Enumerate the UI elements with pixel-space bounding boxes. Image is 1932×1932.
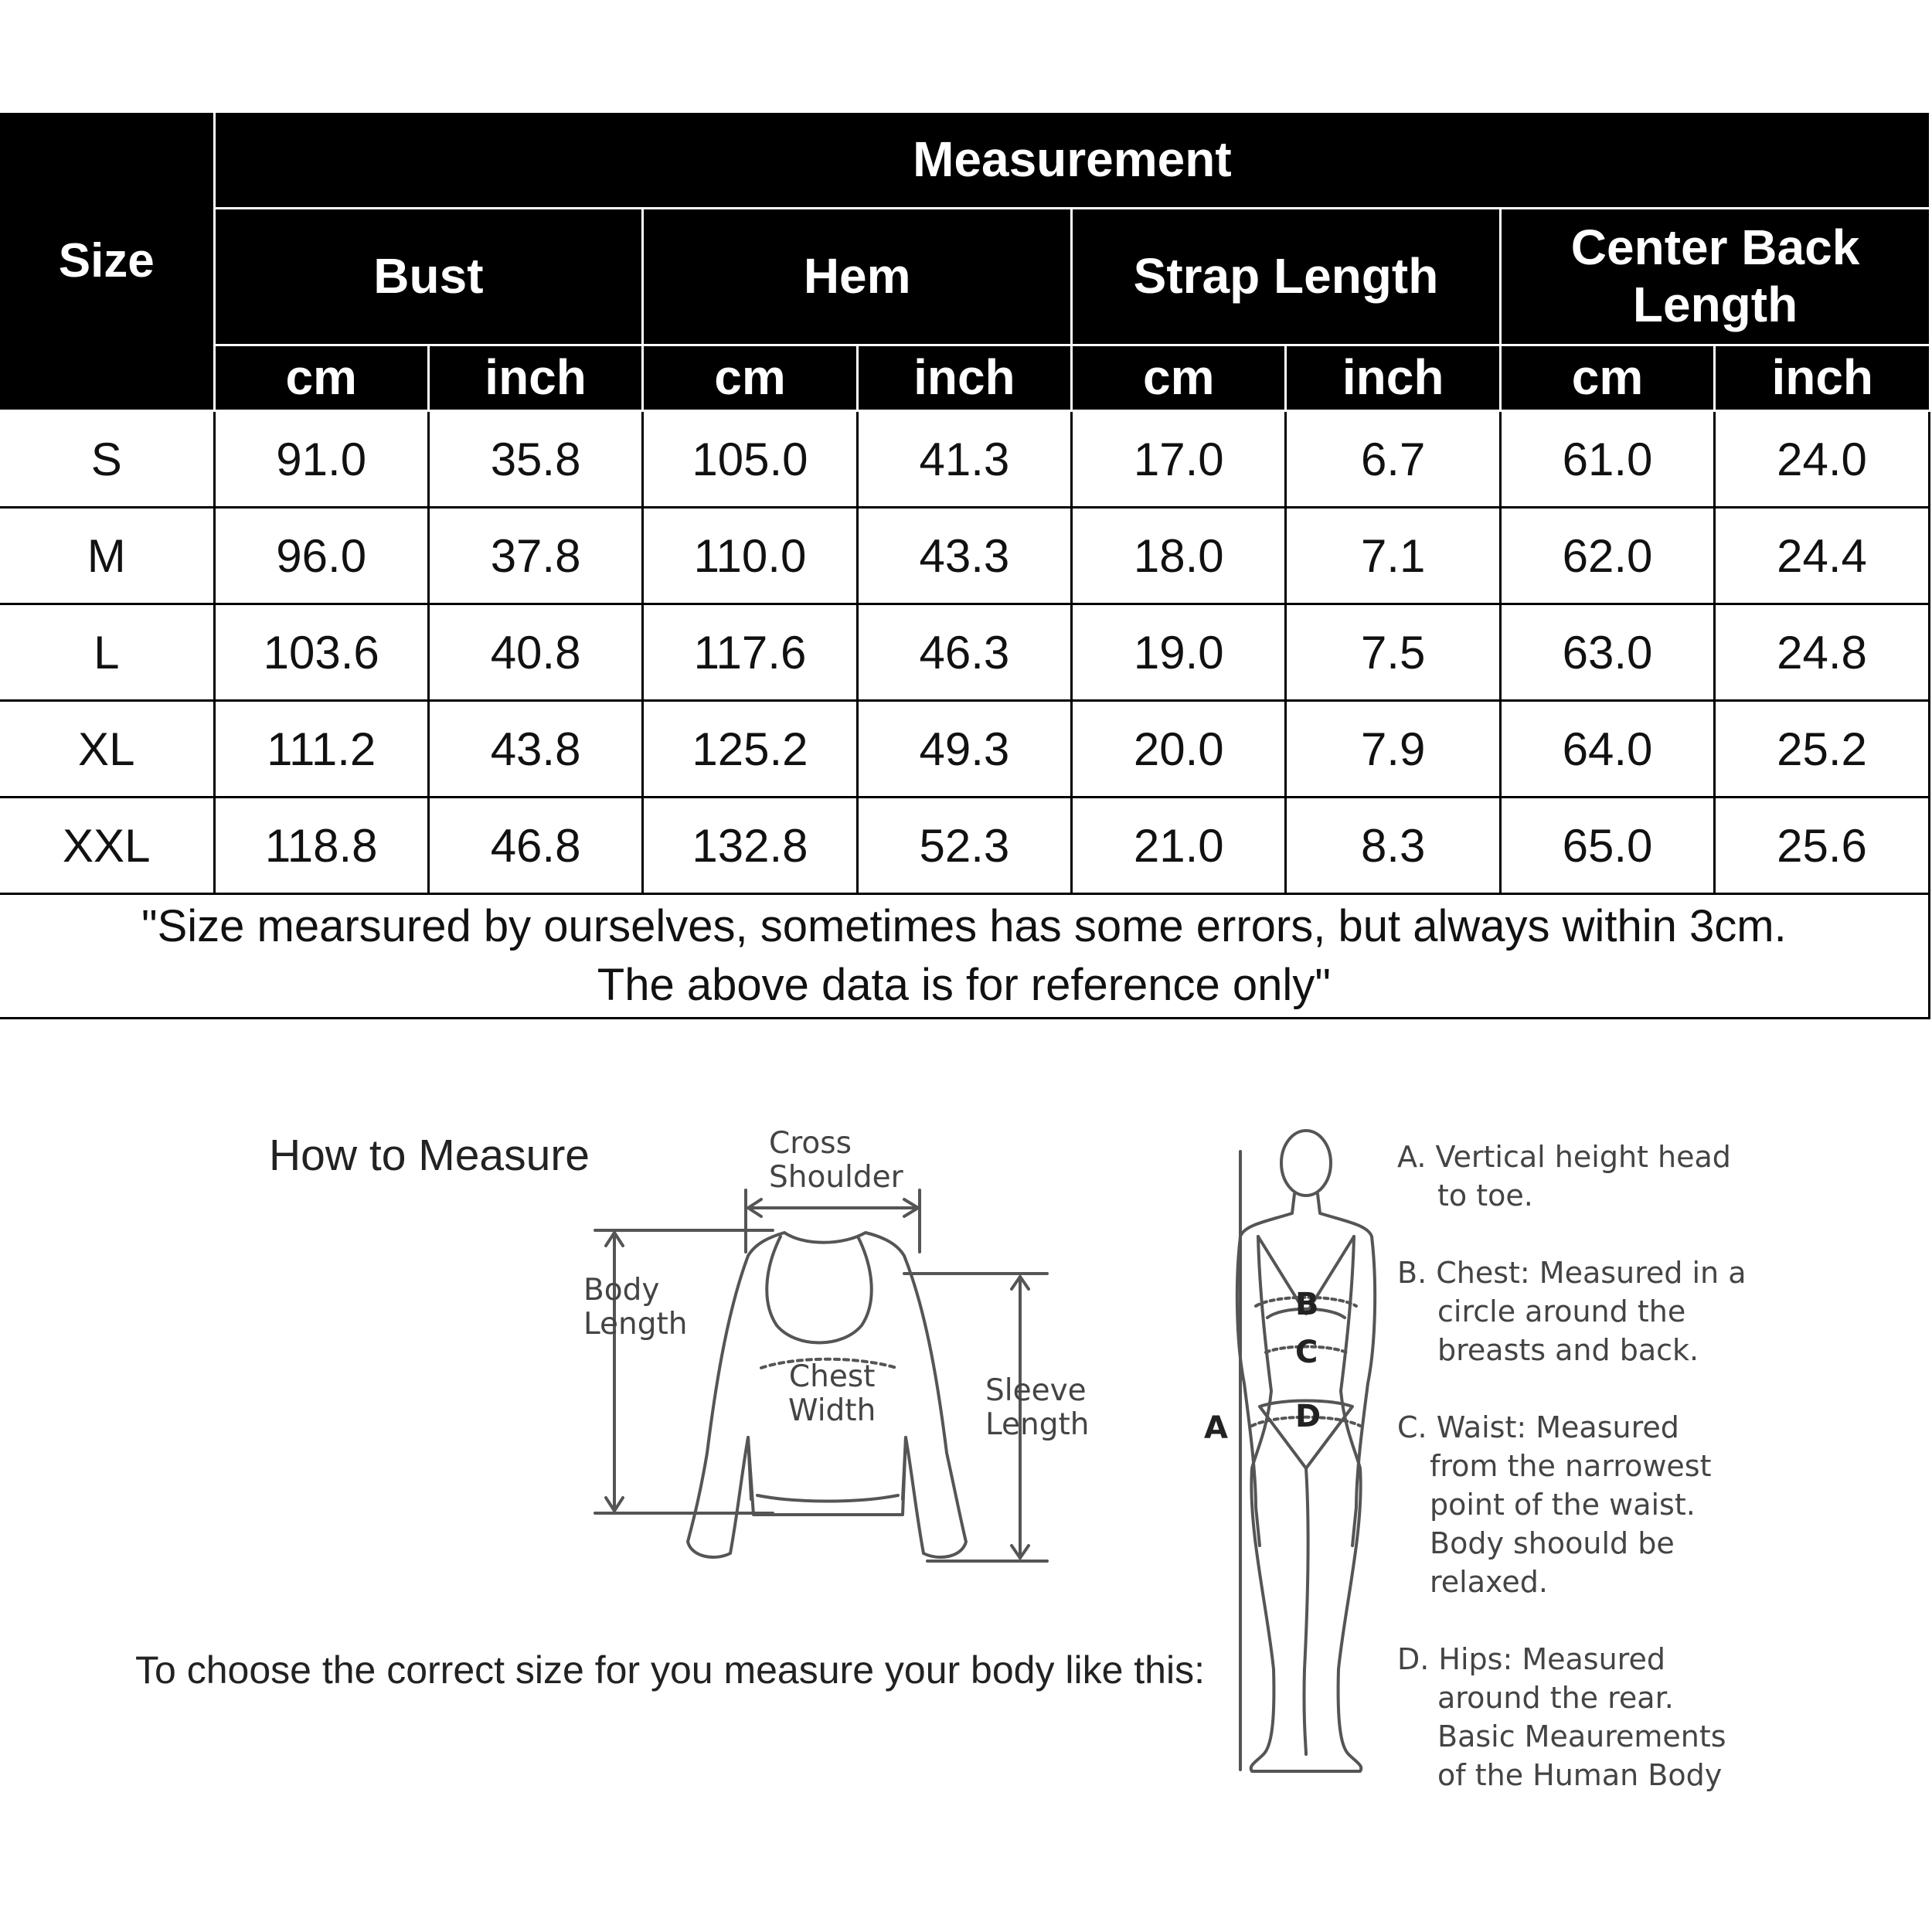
legend-c bbox=[1397, 1408, 1711, 1601]
legend-c-line: Body shoould be bbox=[1430, 1526, 1675, 1560]
value-cell: 35.8 bbox=[428, 411, 642, 508]
value-cell: 62.0 bbox=[1500, 508, 1714, 604]
unit-header: cm bbox=[643, 345, 857, 411]
unit-header: cm bbox=[1072, 345, 1286, 411]
group-header-line: Center Back bbox=[1570, 219, 1860, 276]
value-cell: 49.3 bbox=[857, 701, 1071, 798]
legend-a-line: A. Vertical height head bbox=[1397, 1140, 1731, 1174]
unit-header: cm bbox=[1500, 345, 1714, 411]
marker-c: C bbox=[1295, 1335, 1318, 1370]
legend-c-line: point of the waist. bbox=[1430, 1488, 1696, 1522]
group-header-line: Strap Length bbox=[1133, 248, 1439, 304]
legend-d-line: of the Human Body bbox=[1437, 1758, 1723, 1792]
cross-shoulder-label bbox=[769, 1127, 903, 1195]
legend-b-line: circle around the bbox=[1437, 1294, 1686, 1328]
value-cell: 37.8 bbox=[428, 508, 642, 604]
value-cell: 24.8 bbox=[1715, 604, 1929, 701]
value-cell: 46.8 bbox=[428, 798, 642, 894]
value-cell: 52.3 bbox=[857, 798, 1071, 894]
value-cell: 65.0 bbox=[1500, 798, 1714, 894]
value-cell: 8.3 bbox=[1286, 798, 1500, 894]
size-cell: XXL bbox=[0, 798, 214, 894]
chest-width-label bbox=[788, 1360, 876, 1428]
value-cell: 40.8 bbox=[428, 604, 642, 701]
unit-header: cm bbox=[214, 345, 428, 411]
legend-d-line: D. Hips: Measured bbox=[1397, 1642, 1665, 1676]
legend-b bbox=[1397, 1253, 1747, 1369]
value-cell: 118.8 bbox=[214, 798, 428, 894]
unit-header: inch bbox=[1715, 345, 1929, 411]
value-cell: 21.0 bbox=[1072, 798, 1286, 894]
group-header-line: Bust bbox=[373, 248, 484, 304]
legend-c-line: from the narrowest bbox=[1430, 1449, 1712, 1483]
disclaimer-line: "Size mearsured by ourselves, sometimes has some errors, but always within 3cm. bbox=[141, 901, 1787, 951]
legend-d bbox=[1397, 1640, 1726, 1794]
cross-shoulder-label-line: Shoulder bbox=[769, 1160, 903, 1195]
chest-width-label-line: Chest bbox=[788, 1359, 876, 1394]
value-cell: 19.0 bbox=[1072, 604, 1286, 701]
legend-c-line: relaxed. bbox=[1430, 1565, 1548, 1599]
marker-a: A bbox=[1204, 1410, 1228, 1446]
value-cell: 105.0 bbox=[643, 411, 857, 508]
value-cell: 91.0 bbox=[214, 411, 428, 508]
unit-header: inch bbox=[857, 345, 1071, 411]
legend-c-line: C. Waist: Measured bbox=[1397, 1410, 1679, 1444]
value-cell: 96.0 bbox=[214, 508, 428, 604]
legend-a bbox=[1397, 1138, 1731, 1215]
value-cell: 61.0 bbox=[1500, 411, 1714, 508]
value-cell: 111.2 bbox=[214, 701, 428, 798]
sleeve-length-label-line: Sleeve bbox=[985, 1373, 1087, 1408]
legend-d-line: Basic Meaurements bbox=[1437, 1719, 1726, 1753]
value-cell: 25.2 bbox=[1715, 701, 1929, 798]
marker-b: B bbox=[1295, 1287, 1319, 1322]
value-cell: 132.8 bbox=[643, 798, 857, 894]
legend-d-line: around the rear. bbox=[1437, 1681, 1674, 1715]
sleeve-length-label bbox=[985, 1374, 1090, 1442]
value-cell: 24.4 bbox=[1715, 508, 1929, 604]
cross-shoulder-label-line: Cross bbox=[769, 1126, 852, 1161]
size-cell: M bbox=[0, 508, 214, 604]
chest-width-label-line: Width bbox=[788, 1393, 876, 1428]
value-cell: 117.6 bbox=[643, 604, 857, 701]
choose-size-instruction: To choose the correct size for you measure your body like this: bbox=[135, 1648, 1205, 1692]
marker-d: D bbox=[1295, 1399, 1321, 1434]
value-cell: 18.0 bbox=[1072, 508, 1286, 604]
legend-b-line: breasts and back. bbox=[1437, 1333, 1699, 1367]
value-cell: 103.6 bbox=[214, 604, 428, 701]
group-header-line: Hem bbox=[803, 248, 911, 304]
legend-b-line: B. Chest: Measured in a bbox=[1397, 1256, 1747, 1290]
value-cell: 25.6 bbox=[1715, 798, 1929, 894]
body-length-label-line: Length bbox=[583, 1307, 688, 1342]
human-body-icon bbox=[1237, 1131, 1375, 1771]
value-cell: 43.3 bbox=[857, 508, 1071, 604]
measurement-header: Measurement bbox=[214, 113, 1929, 209]
value-cell: 43.8 bbox=[428, 701, 642, 798]
how-to-measure-title: How to Measure bbox=[269, 1131, 590, 1180]
value-cell: 6.7 bbox=[1286, 411, 1500, 508]
value-cell: 46.3 bbox=[857, 604, 1071, 701]
size-column-header: Size bbox=[0, 113, 214, 411]
group-header-line: Length bbox=[1632, 277, 1798, 332]
body-length-label bbox=[583, 1274, 688, 1342]
value-cell: 7.9 bbox=[1286, 701, 1500, 798]
body-length-label-line: Body bbox=[583, 1273, 660, 1308]
value-cell: 125.2 bbox=[643, 701, 857, 798]
unit-header: inch bbox=[428, 345, 642, 411]
value-cell: 41.3 bbox=[857, 411, 1071, 508]
value-cell: 17.0 bbox=[1072, 411, 1286, 508]
value-cell: 24.0 bbox=[1715, 411, 1929, 508]
size-cell: S bbox=[0, 411, 214, 508]
value-cell: 7.5 bbox=[1286, 604, 1500, 701]
value-cell: 63.0 bbox=[1500, 604, 1714, 701]
unit-header: inch bbox=[1286, 345, 1500, 411]
value-cell: 7.1 bbox=[1286, 508, 1500, 604]
value-cell: 20.0 bbox=[1072, 701, 1286, 798]
sleeve-length-label-line: Length bbox=[985, 1407, 1090, 1442]
size-cell: XL bbox=[0, 701, 214, 798]
legend-a-line: to toe. bbox=[1437, 1179, 1533, 1213]
value-cell: 64.0 bbox=[1500, 701, 1714, 798]
disclaimer-line: The above data is for reference only" bbox=[597, 960, 1331, 1010]
size-cell: L bbox=[0, 604, 214, 701]
value-cell: 110.0 bbox=[643, 508, 857, 604]
